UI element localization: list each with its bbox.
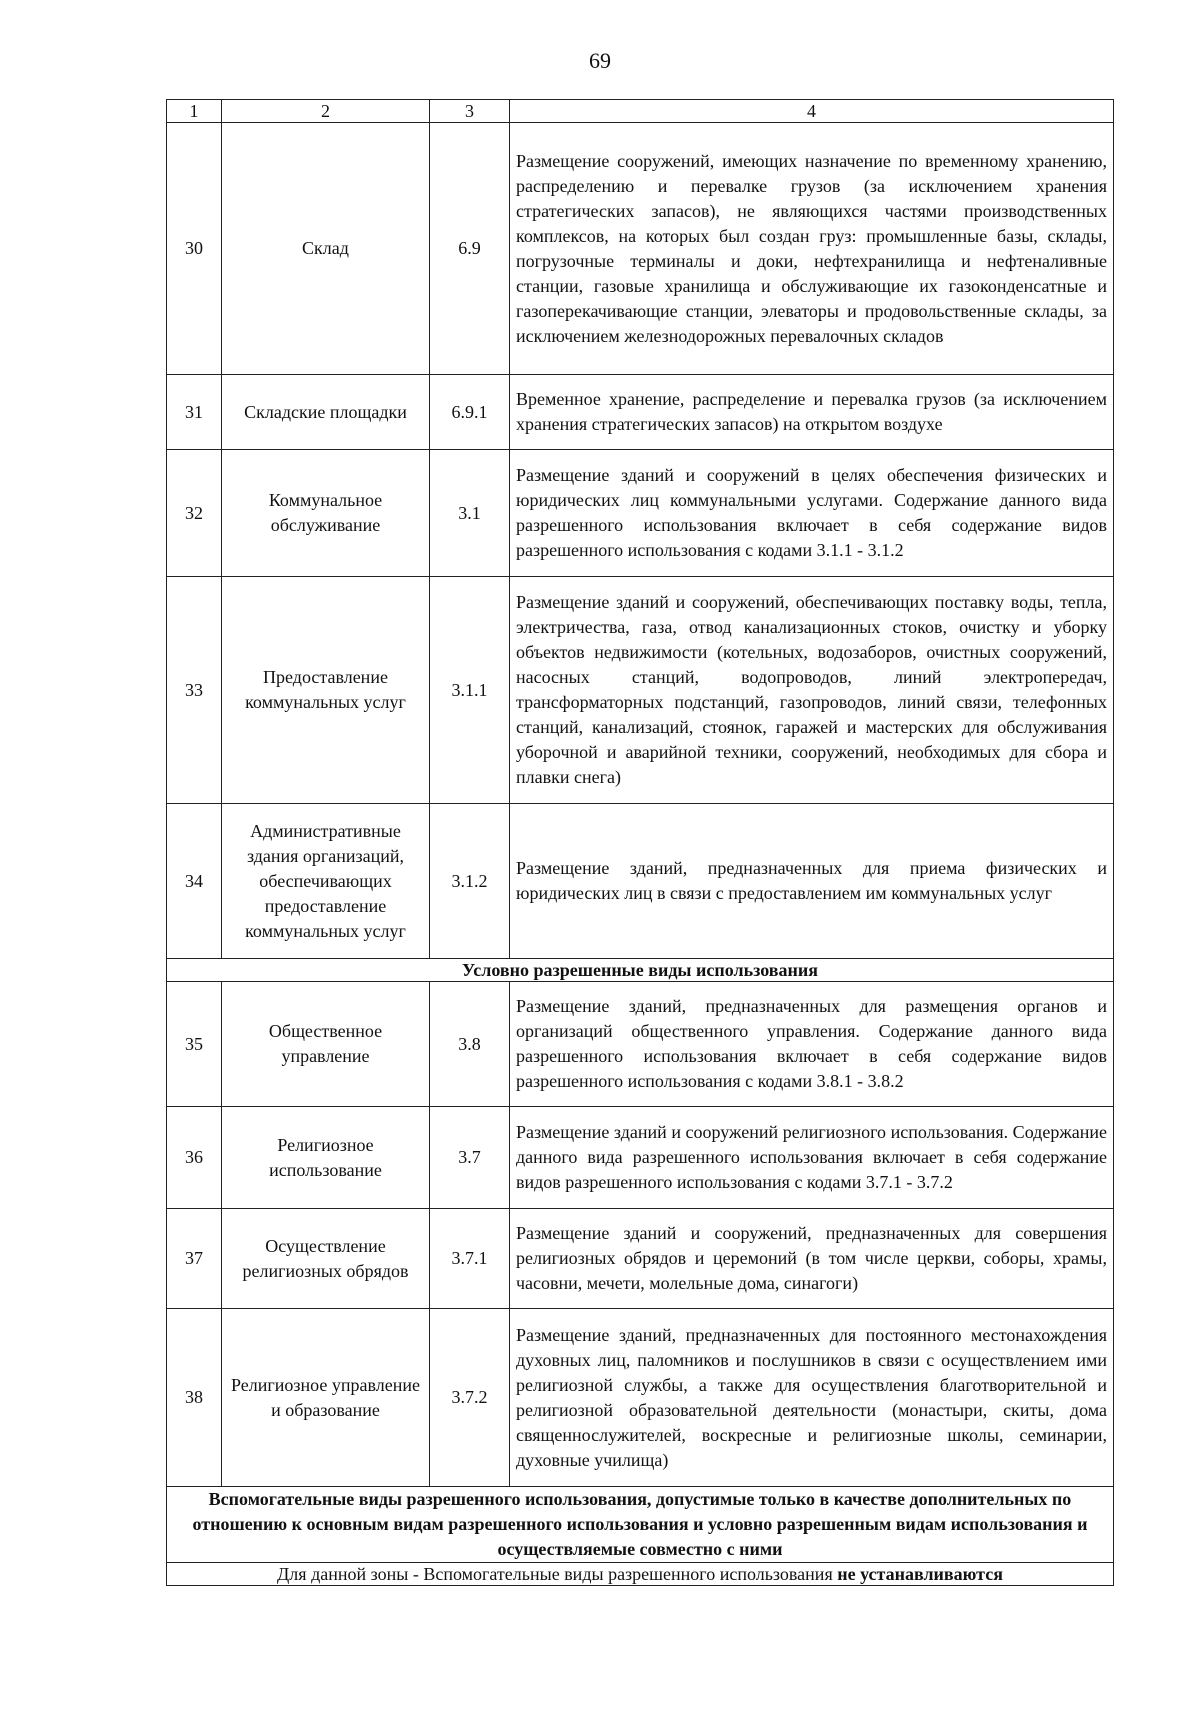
header-col-2: 2 (222, 100, 430, 123)
use-description: Размещение зданий и сооружений религиозного использования. Содержание данного вида разрешенного использования включает в себя содержание видов разрешенного использования с кодами 3.7.1 - 3.7.2 (510, 1107, 1114, 1209)
header-col-1: 1 (167, 100, 222, 123)
conditional-section-title: Условно разрешенные виды использования (167, 959, 1114, 982)
row-number: 32 (167, 450, 222, 577)
table-row (167, 123, 1114, 375)
use-code: 3.1.2 (430, 804, 510, 959)
row-number: 33 (167, 577, 222, 804)
auxiliary-note (167, 1563, 1114, 1586)
table-row (167, 375, 1114, 450)
header-col-3: 3 (430, 100, 510, 123)
auxiliary-note-text: Для данной зоны - Вспомогательные виды разрешенного использования (277, 1564, 838, 1584)
table-row (167, 982, 1114, 1107)
use-name: Религиозное управление и образование (222, 1309, 430, 1487)
table-row (167, 1107, 1114, 1209)
use-description: Временное хранение, распределение и перевалка грузов (за исключением хранения стратегических запасов) на открытом воздухе (510, 375, 1114, 450)
page-number: 69 (589, 48, 611, 73)
table-row (167, 1309, 1114, 1487)
use-code: 3.7.2 (430, 1309, 510, 1487)
auxiliary-note-row (167, 1563, 1114, 1586)
use-description: Размещение зданий и сооружений в целях обеспечения физических и юридических лиц коммунальными услугами. Содержание данного вида разрешенного использования включает в себя содержание видов разрешенного использования с кодами 3.1.1 - 3.1.2 (510, 450, 1114, 577)
table-row (167, 450, 1114, 577)
use-code: 3.7 (430, 1107, 510, 1209)
use-code: 3.7.1 (430, 1209, 510, 1309)
table-row (167, 804, 1114, 959)
use-name: Складские площадки (222, 375, 430, 450)
use-code: 6.9.1 (430, 375, 510, 450)
use-description: Размещение зданий и сооружений, обеспечивающих поставку воды, тепла, электричества, газа, отвод канализационных стоков, очистку и уборку объектов недвижимости (котельных, водозаборов, очистных сооружений, насосных станций, водопроводов, линий электропередач, трансформаторных подстанций, газопроводов, линий связи, телефонных станций, канализаций, стоянок, гаражей и мастерских для обслуживания уборочной и аварийной техники, сооружений, необходимых для сбора и плавки снега) (510, 577, 1114, 804)
row-number: 37 (167, 1209, 222, 1309)
row-number: 36 (167, 1107, 222, 1209)
use-description: Размещение сооружений, имеющих назначение по временному хранению, распределению и перевалке грузов (за исключением хранения стратегических запасов), не являющихся частями производственных комплексов, на которых был создан груз: промышленные базы, склады, погрузочные терминалы и доки, нефтехранилища и нефтеналивные станции, газовые хранилища и обслуживающие их газоконденсатные и газоперекачивающие станции, элеваторы и продовольственные склады, за исключением железнодорожных перевалочных складов (510, 123, 1114, 375)
use-name: Осуществление религиозных обрядов (222, 1209, 430, 1309)
use-description: Размещение зданий, предназначенных для постоянного местонахождения духовных лиц, паломников и послушников в связи с осуществлением ими религиозной службы, а также для осуществления благотворительной и религиозной образовательной деятельности (монастыри, скиты, дома священнослужителей, воскресные и религиозные школы, семинарии, духовные училища) (510, 1309, 1114, 1487)
use-description: Размещение зданий, предназначенных для приема физических и юридических лиц в связи с предоставлением им коммунальных услуг (510, 804, 1114, 959)
table-row (167, 1209, 1114, 1309)
use-description: Размещение зданий и сооружений, предназначенных для совершения религиозных обрядов и церемоний (в том числе церкви, соборы, храмы, часовни, мечети, молельные дома, синагоги) (510, 1209, 1114, 1309)
use-code: 3.1.1 (430, 577, 510, 804)
use-name: Религиозное использование (222, 1107, 430, 1209)
header-col-4: 4 (510, 100, 1114, 123)
use-name: Предоставление коммунальных услуг (222, 577, 430, 804)
row-number: 35 (167, 982, 222, 1107)
use-description: Размещение зданий, предназначенных для размещения органов и организаций общественного управления. Содержание данного вида разрешенного использования включает в себя содержание видов разрешенного использования с кодами 3.8.1 - 3.8.2 (510, 982, 1114, 1107)
row-number: 34 (167, 804, 222, 959)
row-number: 31 (167, 375, 222, 450)
use-name: Коммунальное обслуживание (222, 450, 430, 577)
row-number: 30 (167, 123, 222, 375)
use-name: Административные здания организаций, обеспечивающих предоставление коммунальных услуг (222, 804, 430, 959)
table-header-row (167, 100, 1114, 123)
use-name: Склад (222, 123, 430, 375)
table-row (167, 577, 1114, 804)
section-header-row (167, 959, 1114, 982)
auxiliary-note-emphasis: не устанавливаются (837, 1564, 1003, 1584)
auxiliary-title-row (167, 1487, 1114, 1563)
use-code: 3.8 (430, 982, 510, 1107)
row-number: 38 (167, 1309, 222, 1487)
auxiliary-section-title: Вспомогательные виды разрешенного использования, допустимые только в качестве дополнительных по отношению к основным видам разрешенного использования и условно разрешенным видам использования и осуществляемые совместно с ними (167, 1487, 1114, 1563)
use-code: 6.9 (430, 123, 510, 375)
use-code: 3.1 (430, 450, 510, 577)
use-name: Общественное управление (222, 982, 430, 1107)
land-use-table (166, 99, 1114, 1586)
